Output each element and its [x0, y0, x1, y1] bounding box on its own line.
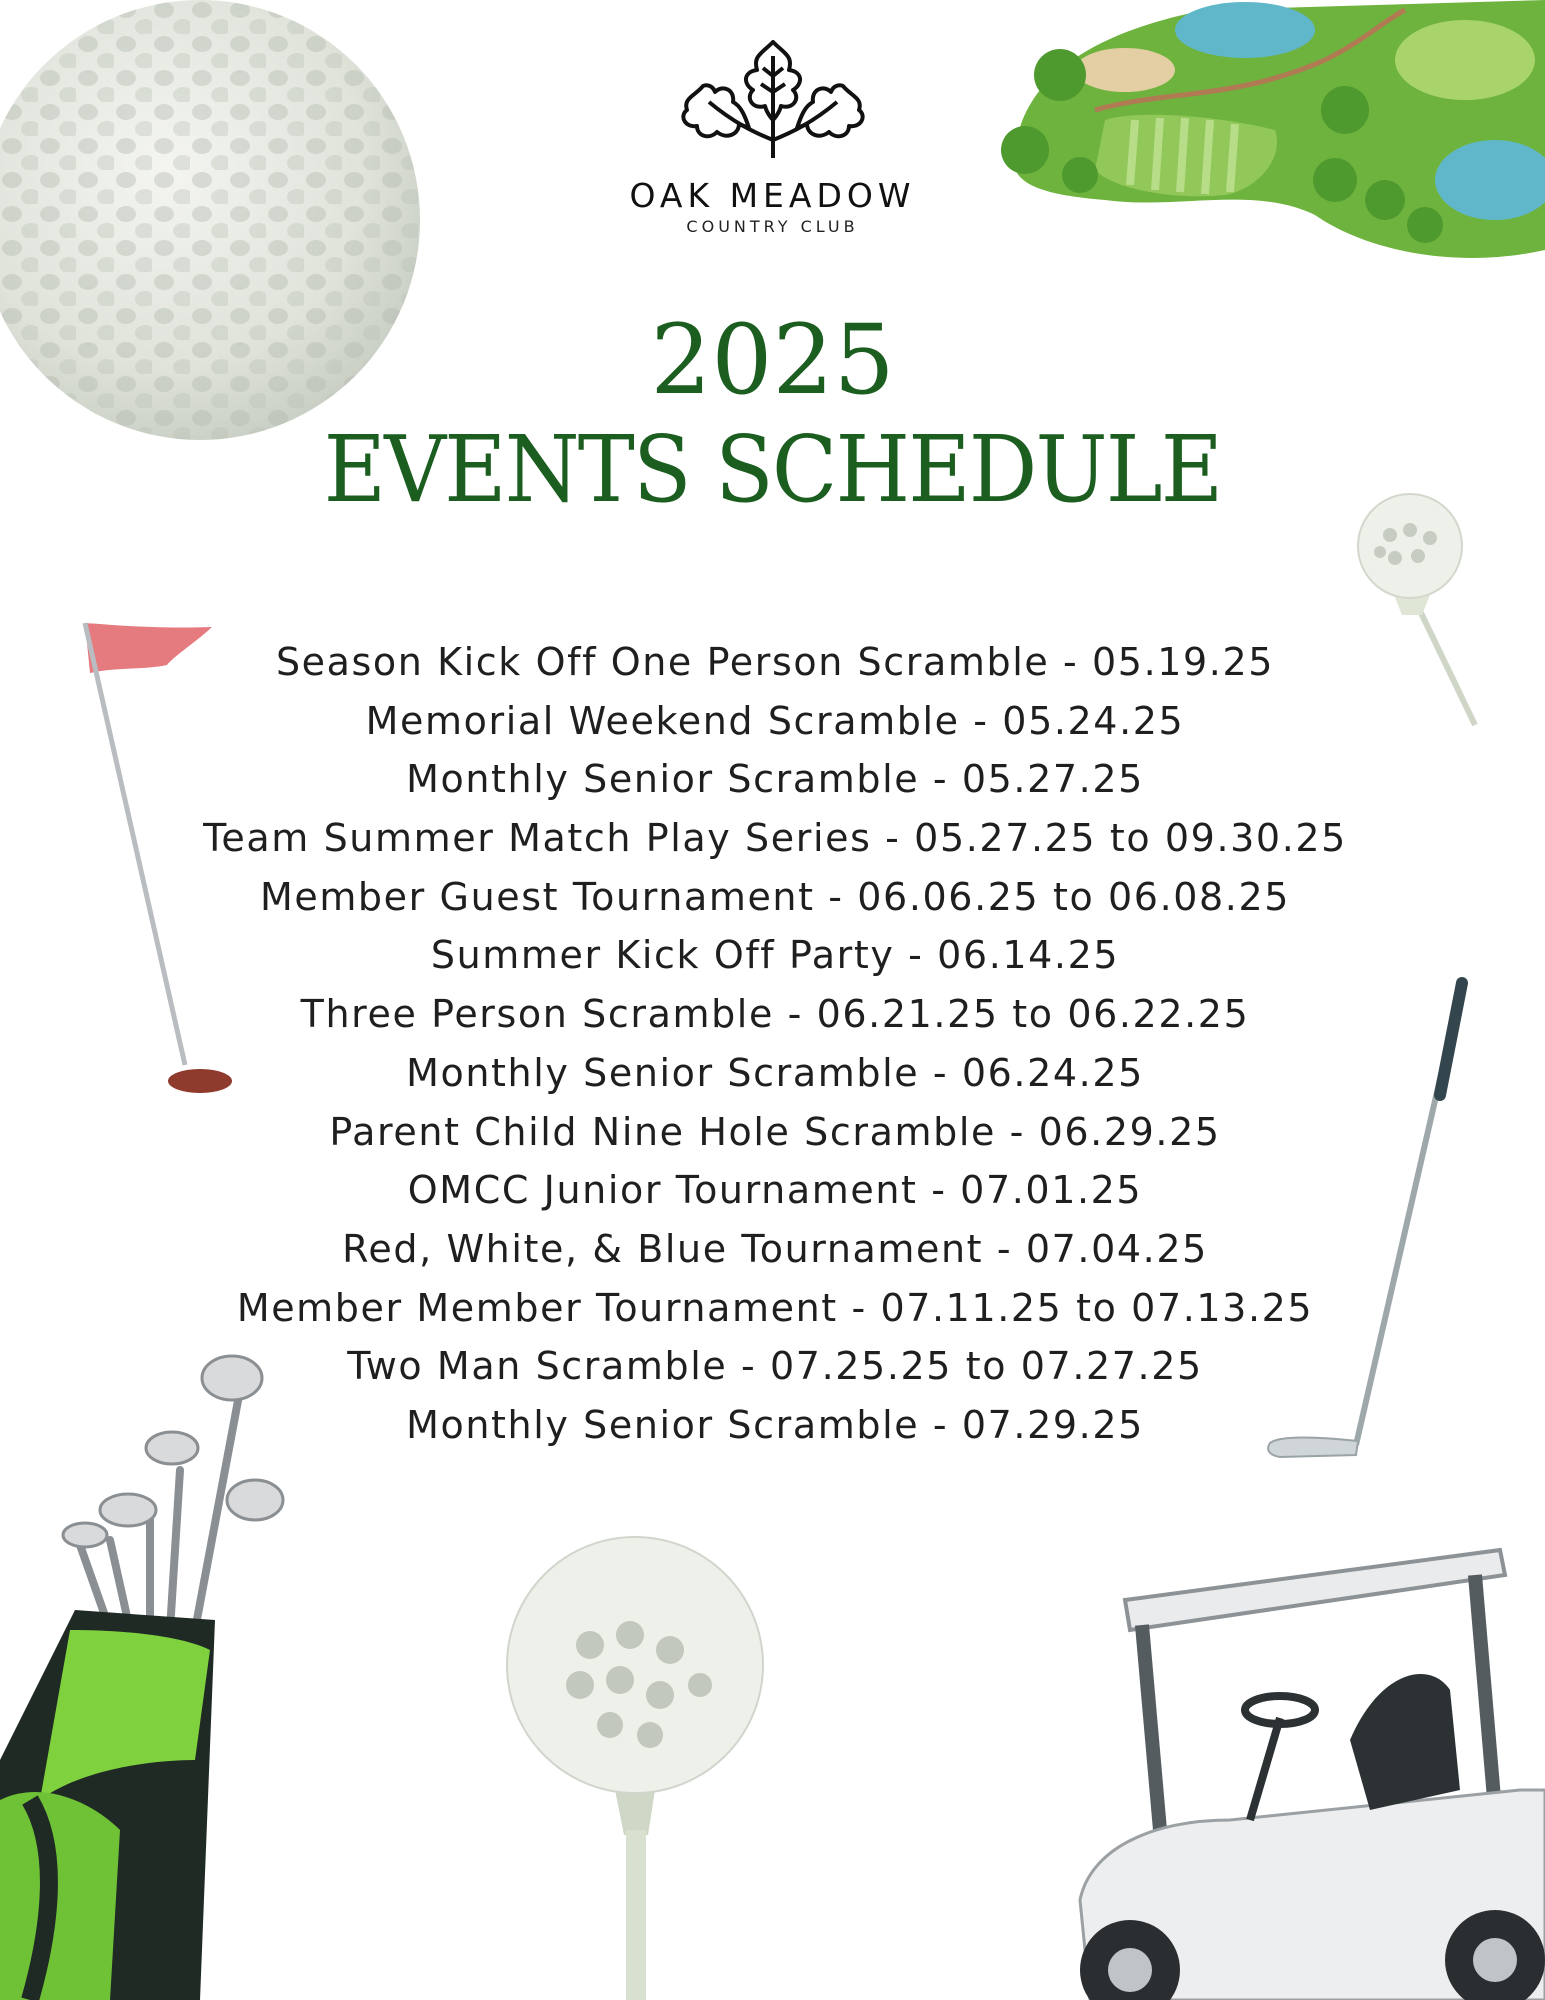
event-item: Memorial Weekend Scramble - 05.24.25	[365, 698, 1185, 743]
oak-leaf-icon	[673, 36, 873, 166]
event-item: Member Member Tournament - 07.11.25 to 07.13.25	[236, 1285, 1314, 1330]
golf-ball-on-tee-illustration-center	[500, 1535, 770, 2000]
golf-cart-illustration	[1050, 1490, 1545, 2000]
event-item: OMCC Junior Tournament - 07.01.25	[407, 1168, 1143, 1213]
event-item: Two Man Scramble - 07.25.25 to 07.27.25	[347, 1344, 1203, 1389]
club-logo	[590, 36, 955, 236]
event-item: Team Summer Match Play Series - 05.27.25 to 09.30.25	[203, 816, 1347, 861]
schedule-year: 2025	[650, 304, 895, 416]
event-item: Monthly Senior Scramble - 06.24.25	[406, 1050, 1144, 1095]
events-list	[100, 633, 1450, 1455]
event-item: Summer Kick Off Party - 06.14.25	[430, 933, 1120, 978]
event-item: Parent Child Nine Hole Scramble - 06.29.25	[329, 1109, 1221, 1154]
club-name: OAK MEADOW	[629, 176, 916, 215]
event-item: Member Guest Tournament - 06.06.25 to 06.08.25	[259, 874, 1291, 919]
event-item: Season Kick Off One Person Scramble - 05.19.25	[275, 640, 1275, 684]
golf-course-illustration	[985, 0, 1545, 270]
event-item: Three Person Scramble - 06.21.25 to 06.22.25	[300, 992, 1250, 1037]
event-item: Monthly Senior Scramble - 07.29.25	[406, 1402, 1144, 1447]
page-title: EVENTS SCHEDULE	[323, 416, 1222, 523]
event-item: Red, White, & Blue Tournament - 07.04.25	[342, 1226, 1208, 1271]
club-subtitle: COUNTRY CLUB	[686, 217, 859, 236]
event-item: Monthly Senior Scramble - 05.27.25	[406, 757, 1144, 802]
